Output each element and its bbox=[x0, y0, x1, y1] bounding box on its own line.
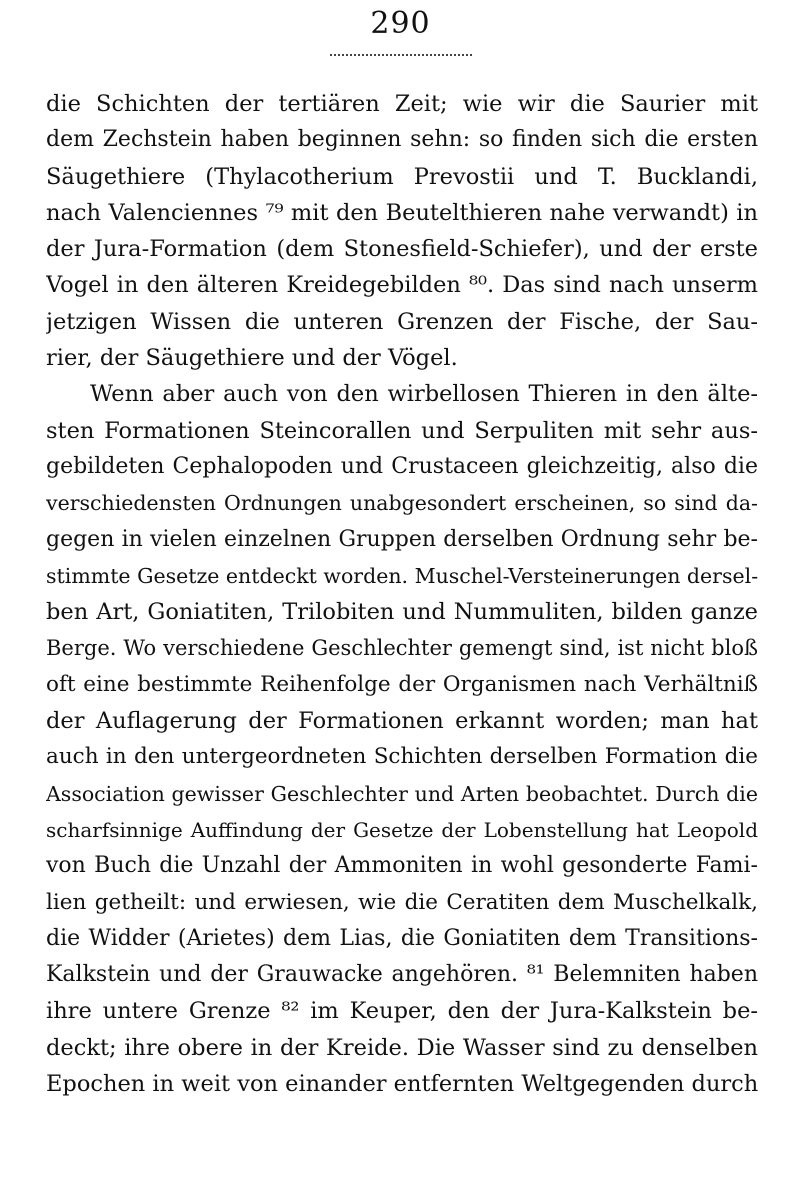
paragraph-end-line: rier, der Säugethiere und der Vögel. bbox=[46, 345, 458, 372]
text-line: deckt; ihre obere in der Kreide. Die Wasser sind zu denselben bbox=[46, 1034, 758, 1061]
body-text bbox=[46, 86, 758, 1102]
text-line: der Jura-Formation (dem Stonesfield-Schiefer), und der erste bbox=[46, 236, 758, 263]
text-line: verschiedensten Ordnungen unabgesondert erscheinen, so sind da- bbox=[46, 491, 758, 516]
paragraph-start-line: Wenn aber auch von den wirbellosen Thieren in den älte- bbox=[90, 381, 758, 408]
text-line: die Schichten der tertiären Zeit; wie wir die Saurier mit bbox=[46, 91, 758, 117]
text-line: nach Valenciennes ⁷⁹ mit den Beutelthieren nahe verwandt) in bbox=[46, 199, 758, 226]
text-line: Kalkstein und der Grauwacke angehören. ⁸¹ Belemniten haben bbox=[46, 962, 758, 988]
text-line: stimmte Gesetze entdeckt worden. Muschel-Versteinerungen dersel- bbox=[46, 563, 758, 588]
text-line: ben Art, Goniatiten, Trilobiten und Nummuliten, bilden ganze bbox=[46, 599, 758, 626]
text-line: gegen in vielen einzelnen Gruppen derselben Ordnung sehr be- bbox=[46, 526, 758, 552]
text-line: ihre untere Grenze ⁸² im Keuper, den der Jura-Kalkstein be- bbox=[46, 998, 758, 1025]
text-line: lien getheilt: und erwiesen, wie die Ceratiten dem Muschelkalk, bbox=[46, 889, 758, 915]
text-line: gebildeten Cephalopoden und Crustaceen gleichzeitig, also die bbox=[46, 453, 758, 479]
text-line: Berge. Wo verschiedene Geschlechter gemengt sind, ist nicht bloß bbox=[46, 636, 758, 661]
text-line: Säugethiere (Thylacotherium Prevostii und T. Bucklandi, bbox=[46, 163, 758, 190]
text-line: von Buch die Unzahl der Ammoniten in wohl gesonderte Fami- bbox=[46, 853, 758, 879]
text-line: scharfsinnige Auffindung der Gesetze der Lobenstellung hat Leopold bbox=[46, 817, 758, 842]
text-line: auch in den untergeordneten Schichten derselben Formation die bbox=[46, 744, 758, 770]
text-line: oft eine bestimmte Reihenfolge der Organismen nach Verhältniß bbox=[46, 671, 758, 697]
text-line: Epochen in weit von einander entfernten Weltgegenden durch bbox=[46, 1071, 758, 1098]
text-line: jetzigen Wissen die unteren Grenzen der Fische, der Sau- bbox=[46, 308, 758, 335]
text-line: die Widder (Arietes) dem Lias, die Goniatiten dem Transitions- bbox=[46, 925, 758, 951]
text-line: Association gewisser Geschlechter und Arten beobachtet. Durch die bbox=[46, 781, 758, 806]
page-number: 290 bbox=[370, 6, 431, 41]
text-line: dem Zechstein haben beginnen sehn: so finden sich die ersten bbox=[46, 127, 758, 153]
text-line: Vogel in den älteren Kreidegebilden ⁸⁰. Das sind nach unserm bbox=[46, 272, 758, 299]
text-line: sten Formationen Steincorallen und Serpuliten mit sehr aus- bbox=[46, 417, 758, 444]
text-line: der Auflagerung der Formationen erkannt worden; man hat bbox=[46, 708, 758, 735]
header-rule bbox=[330, 54, 472, 56]
